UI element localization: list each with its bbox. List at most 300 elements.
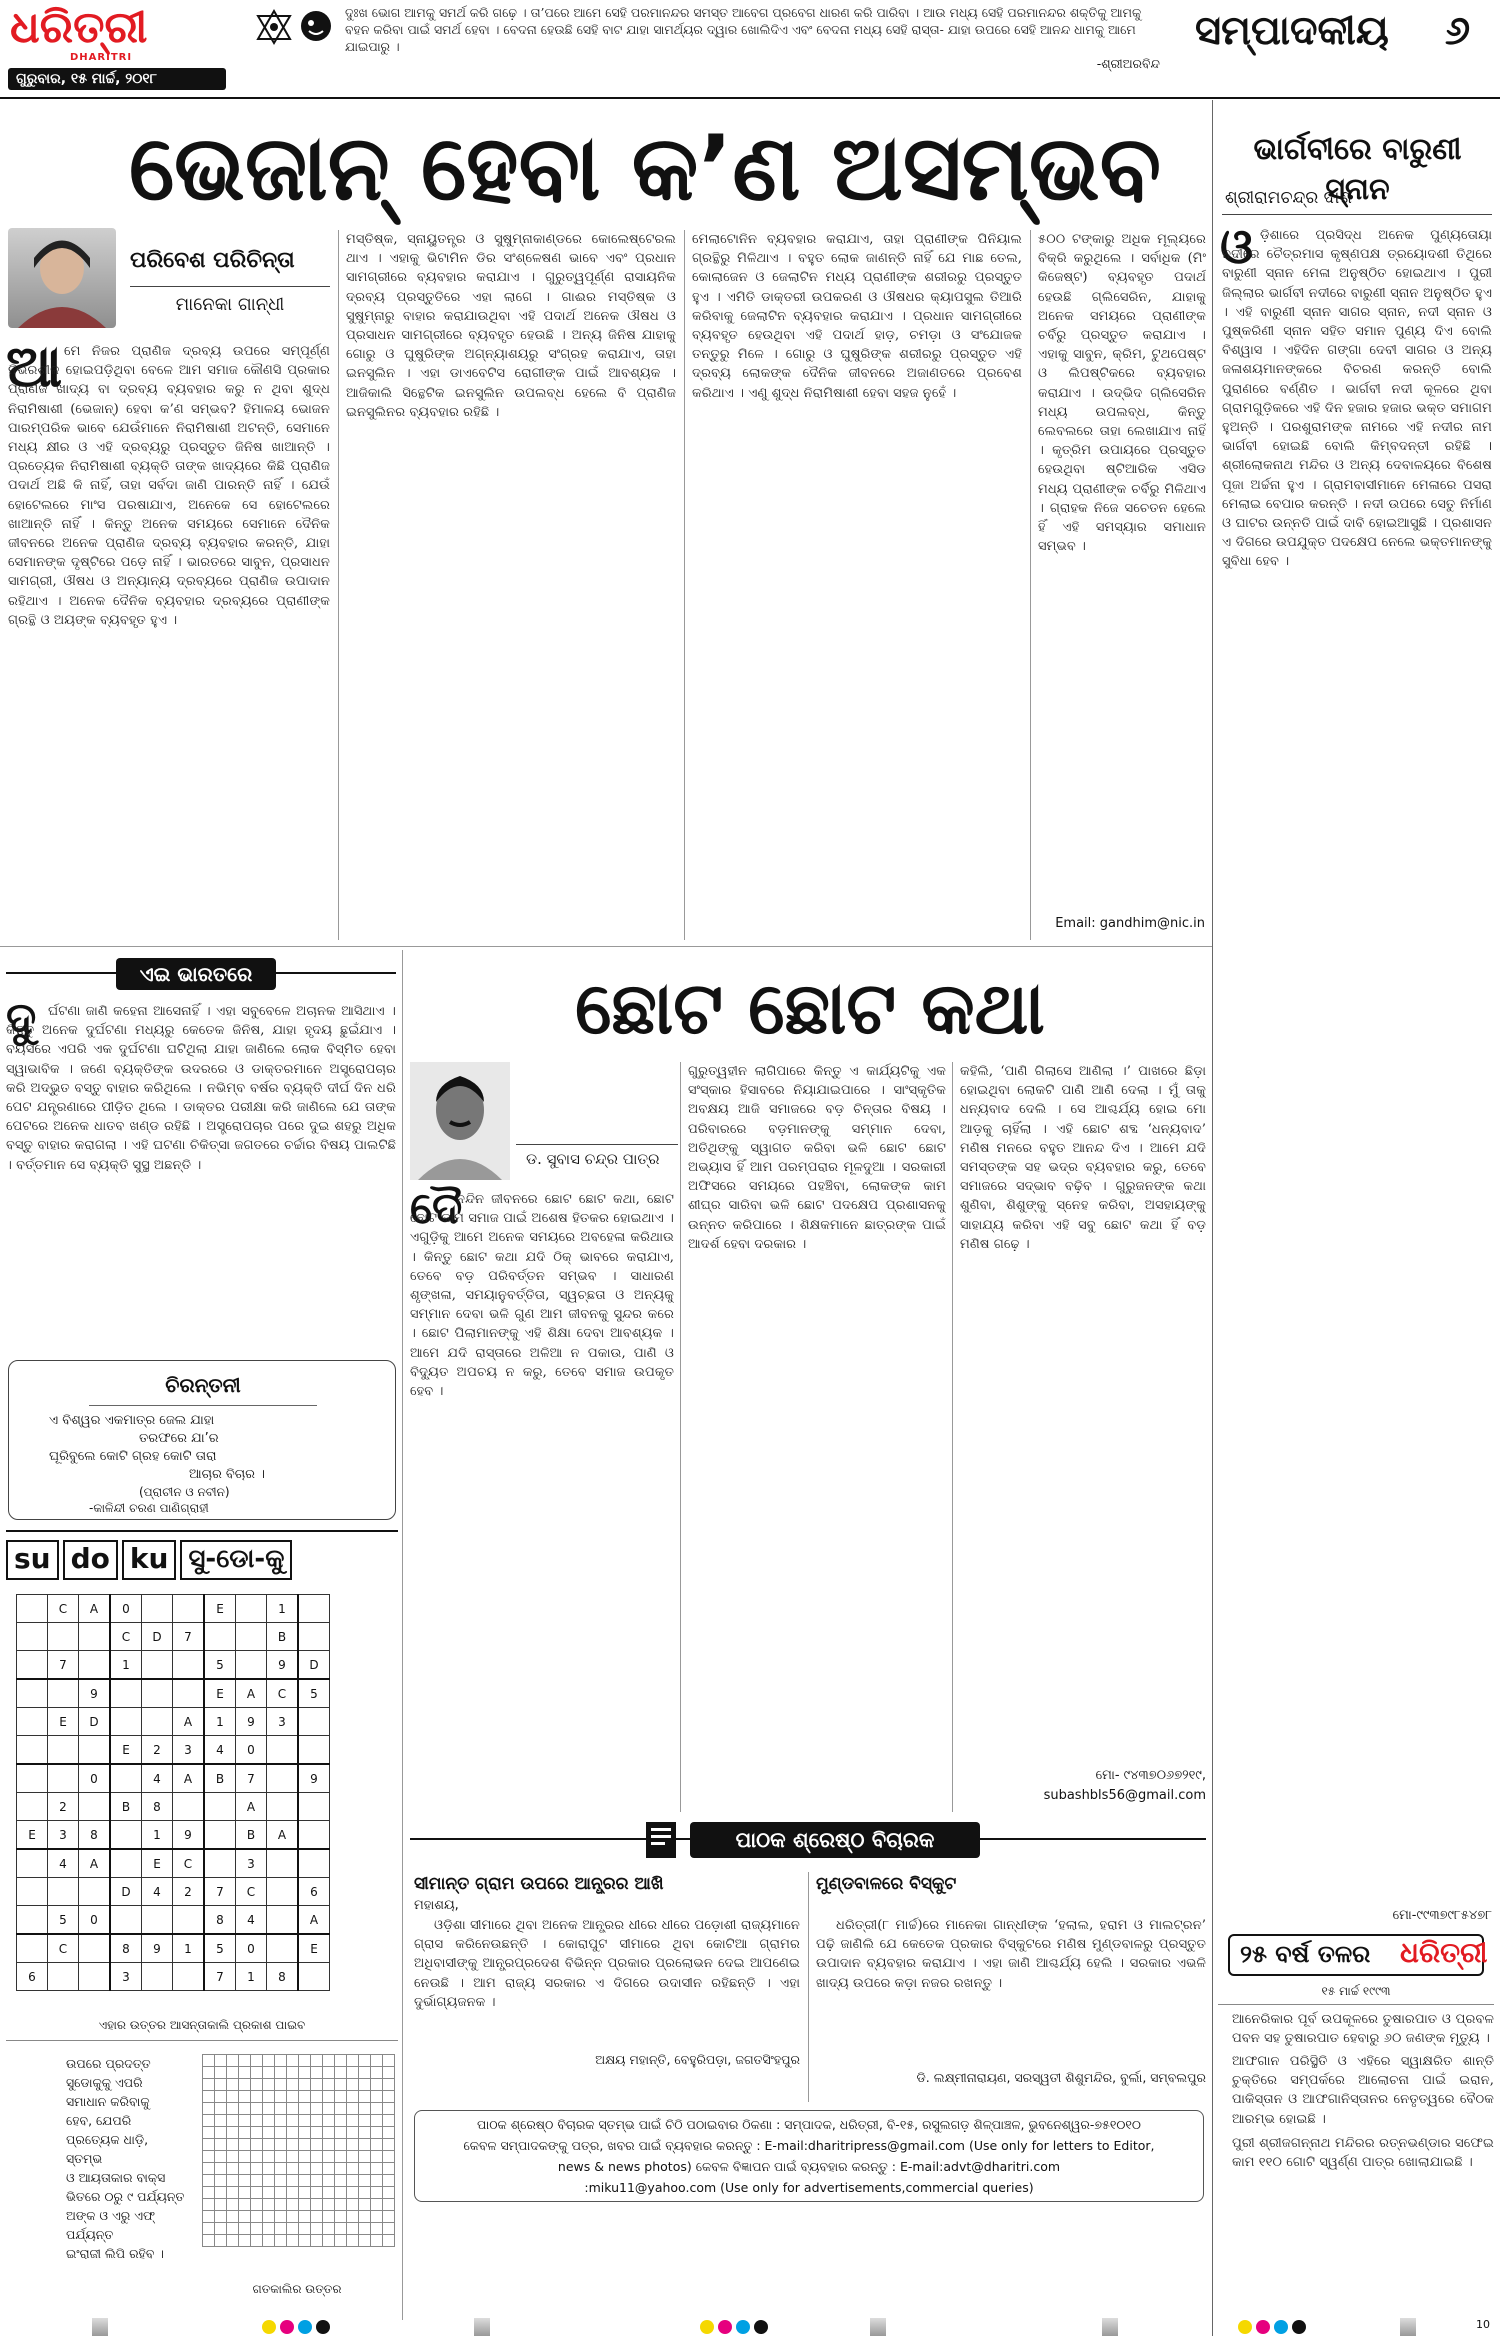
letters-footer-box bbox=[414, 2110, 1204, 2202]
right-feature-contact: ମୋ-୯୯୩୭୯୮୫୪୭୮ bbox=[1392, 1908, 1492, 1923]
twentyfive-rule bbox=[1218, 2004, 1494, 2005]
swatch-cyan-1 bbox=[298, 2320, 312, 2334]
twentyfive-item-1: ଆନେରିକାର ପୂର୍ବ ଉପକୂଳରେ ତୁଷାରପାତ ଓ ପ୍ରବଳ ପବନ ସହ ତୁଷାରପାତ ହେବାରୁ ୬୦ ଜଣଙ୍କ ମୃତ୍ୟୁ । bbox=[1232, 2012, 1494, 2047]
mini-cell bbox=[287, 2115, 299, 2127]
mini-cell bbox=[299, 2199, 311, 2211]
sudoku-cell: 3 bbox=[236, 1849, 267, 1878]
gray-bar-3 bbox=[870, 2318, 886, 2336]
mini-cell bbox=[311, 2127, 323, 2139]
mini-cell bbox=[299, 2235, 311, 2247]
sudoku-logo-su: su bbox=[6, 1540, 59, 1580]
lead-col-rule-2 bbox=[684, 230, 685, 940]
right-feature-dropcap: ଓ bbox=[1220, 219, 1254, 275]
sudoku-cell: D bbox=[298, 1651, 330, 1680]
sudoku-section bbox=[6, 1530, 398, 2320]
mini-cell bbox=[203, 2187, 215, 2199]
mini-cell bbox=[227, 2235, 239, 2247]
mini-cell bbox=[239, 2115, 251, 2127]
sudoku-cell bbox=[142, 1906, 173, 1935]
mini-cell bbox=[263, 2067, 275, 2079]
mini-cell bbox=[359, 2163, 371, 2175]
sudoku-cell: A bbox=[236, 1793, 267, 1821]
sudoku-cell: D bbox=[142, 1623, 173, 1651]
mini-cell bbox=[383, 2223, 395, 2235]
mini-cell bbox=[323, 2151, 335, 2163]
lead-dropcap: ଆ bbox=[6, 332, 63, 400]
mini-cell bbox=[359, 2235, 371, 2247]
sudoku-cell: 7 bbox=[204, 1878, 236, 1906]
sudoku-cell: 3 bbox=[48, 1821, 79, 1850]
sudoku-cell: A bbox=[79, 1595, 111, 1623]
swatch-cyan-3 bbox=[1274, 2320, 1288, 2334]
sudoku-cell bbox=[110, 1821, 142, 1850]
mini-cell bbox=[251, 2151, 263, 2163]
letters-title: ପାଠକ ଶ୍ରେଷ୍ଠ ବିଚାରକ bbox=[690, 1822, 980, 1858]
mini-cell bbox=[239, 2175, 251, 2187]
mini-cell bbox=[371, 2211, 383, 2223]
emblem-star-icon bbox=[255, 8, 293, 46]
mini-cell bbox=[299, 2163, 311, 2175]
sudoku-cell: C bbox=[236, 1878, 267, 1906]
mini-cell bbox=[347, 2067, 359, 2079]
mini-cell bbox=[359, 2139, 371, 2151]
mini-cell bbox=[359, 2067, 371, 2079]
sudoku-cell: 4 bbox=[142, 1764, 173, 1793]
sudoku-cell: 7 bbox=[236, 1764, 267, 1793]
twentyfive-item-2: ଆଫଗାନ ପରିସ୍ଥିତି ଓ ଏହିରେ ସ୍ୱାକ୍ଷରିତ ଶାନ୍ତି ଚୁକ୍ତିରେ ସମ୍ପର୍କରେ ଆଲୋଚନା ପାଇଁ ଇରାନ, ପାକିସ୍ତାନ ଓ ଆଫଗାନିସ୍ତାନର ନେତୃତ୍ୱରେ ବୈଠକ ଆରମ୍ଭ ହୋଇଛି । bbox=[1232, 2054, 1494, 2127]
mini-cell bbox=[299, 2223, 311, 2235]
swatch-black-2 bbox=[754, 2320, 768, 2334]
mini-cell bbox=[263, 2163, 275, 2175]
mini-cell bbox=[215, 2067, 227, 2079]
mini-cell bbox=[215, 2055, 227, 2067]
mini-cell bbox=[275, 2175, 287, 2187]
sudoku-cell: 2 bbox=[142, 1736, 173, 1765]
mini-cell bbox=[335, 2079, 347, 2091]
mini-cell bbox=[359, 2151, 371, 2163]
mini-cell bbox=[287, 2055, 299, 2067]
mini-cell bbox=[251, 2211, 263, 2223]
mini-cell bbox=[275, 2139, 287, 2151]
lead-headline: ଭେଜାନ୍ ହେବା କ’ଣ ଅସମ୍ଭବ bbox=[128, 116, 1162, 221]
twentyfive-years-box bbox=[1218, 1934, 1494, 2314]
mini-cell bbox=[335, 2055, 347, 2067]
sudoku-cell: E bbox=[48, 1708, 79, 1736]
mini-cell bbox=[335, 2223, 347, 2235]
mini-cell bbox=[251, 2127, 263, 2139]
mini-cell bbox=[299, 2127, 311, 2139]
mini-cell bbox=[335, 2211, 347, 2223]
mini-cell bbox=[275, 2151, 287, 2163]
lead-email: Email: gandhim@nic.in bbox=[1055, 916, 1205, 931]
mini-cell bbox=[299, 2139, 311, 2151]
sudoku-cell bbox=[142, 1708, 173, 1736]
sudoku-previous-answer-grid bbox=[202, 2054, 395, 2247]
masthead-rule bbox=[0, 97, 1500, 99]
mini-cell bbox=[323, 2091, 335, 2103]
sudoku-cell bbox=[236, 1623, 267, 1651]
mini-cell bbox=[323, 2103, 335, 2115]
sudoku-cell bbox=[236, 1595, 267, 1623]
sudoku-cell: 9 bbox=[142, 1934, 173, 1963]
sudoku-cell bbox=[17, 1595, 48, 1623]
twentyfive-title: ୨୫ ବର୍ଷ ତଳର bbox=[1240, 1940, 1371, 1968]
sudoku-cell: 1 bbox=[142, 1821, 173, 1850]
mini-cell bbox=[347, 2235, 359, 2247]
dharitri-logo-sub: DHARITRI bbox=[70, 52, 133, 63]
right-feature-body: ଡ଼ିଶାରେ ପ୍ରସିଦ୍ଧ ଅନେକ ପୁଣ୍ୟତୋୟା ନଦୀରେ ଚୈତ୍ରମାସ କୃଷ୍ଣପକ୍ଷ ତ୍ରୟୋଦଶୀ ତିଥିରେ ବାରୁଣୀ ସ୍ନାନ ମେଳା ଅନୁଷ୍ଠିତ ହୋଇଥାଏ । ପୁରୀ ଜିଲ୍ଲାର ଭାର୍ଗବୀ ନଦୀରେ ବାରୁଣୀ ସ୍ନାନ ଅନୁଷ୍ଠିତ ହୁଏ । ଏହି ବାରୁଣୀ ସ୍ନାନ ସାଗର ସ୍ନାନ, ନଦୀ ସ୍ନାନ ଓ ପୁଷ୍କରିଣୀ ସ୍ନାନ ସହିତ ସମାନ ପୁଣ୍ୟ ଦିଏ ବୋଲି ବିଶ୍ୱାସ । ଏହିଦିନ ଗଙ୍ଗା ଦେବୀ ସାଗର ଓ ଅନ୍ୟ ଜଳାଶୟମାନଙ୍କରେ ବିଚରଣ କରନ୍ତି ବୋଲି ପୁରାଣରେ ବର୍ଣ୍ଣିତ । ଭାର୍ଗବୀ ନଦୀ କୂଳରେ ଥିବା ଗ୍ରାମଗୁଡ଼ିକରେ ଏହି ଦିନ ହଜାର ହଜାର ଭକ୍ତ ସମାଗମ ହୁଅନ୍ତି । ପରଶୁରାମଙ୍କ ନାମରେ ଏହି ନଦୀର ନାମ ଭାର୍ଗବୀ ହୋଇଛି ବୋଲି କିମ୍ବଦନ୍ତୀ ରହିଛି । ଶ୍ରୀଲୋକନାଥ ମନ୍ଦିର ଓ ଅନ୍ୟ ଦେବାଳୟରେ ବିଶେଷ ପୂଜା ଅର୍ଚ୍ଚନା ହୁଏ । ଗ୍ରାମବାସୀମାନେ ମେଳାରେ ପସରା ମେଲାଇ ବେପାର କରନ୍ତି । ନଦୀ ଉପରେ ସେତୁ ନିର୍ମାଣ ଓ ଘାଟର ଉନ୍ନତି ପାଇଁ ଦାବି ହୋଇଆସୁଛି । ପ୍ରଶାସନ ଏ ଦିଗରେ ଉପଯୁକ୍ତ ପଦକ୍ଷେପ ନେଲେ ଭକ୍ତମାନଙ୍କୁ ସୁବିଧା ହେବ । bbox=[1222, 228, 1492, 570]
sudoku-cell: 5 bbox=[298, 1679, 330, 1708]
mini-cell bbox=[203, 2223, 215, 2235]
mini-cell bbox=[203, 2151, 215, 2163]
swatch-yellow-2 bbox=[700, 2320, 714, 2334]
mini-cell bbox=[359, 2091, 371, 2103]
mini-cell bbox=[347, 2115, 359, 2127]
sudoku-cell bbox=[17, 1849, 48, 1878]
mini-cell bbox=[347, 2211, 359, 2223]
mini-cell bbox=[311, 2079, 323, 2091]
sudoku-cell bbox=[79, 1736, 111, 1765]
swatch-yellow-1 bbox=[262, 2320, 276, 2334]
sudoku-cell bbox=[298, 1736, 330, 1765]
sudoku-cell: 9 bbox=[236, 1708, 267, 1736]
mini-cell bbox=[371, 2223, 383, 2235]
mini-cell bbox=[203, 2175, 215, 2187]
mini-cell bbox=[323, 2211, 335, 2223]
sudoku-instr-8: ଅଙ୍କ ଓ ଏରୁ ଏଫ୍ ପର୍ଯ୍ୟନ୍ତ bbox=[66, 2208, 156, 2242]
sudoku-cell: 9 bbox=[79, 1679, 111, 1708]
mini-cell bbox=[251, 2091, 263, 2103]
sudoku-cell: 1 bbox=[110, 1651, 142, 1680]
letters-footer-1: ପାଠକ ଶ୍ରେଷ୍ଠ ବିଚାରକ ସ୍ତମ୍ଭ ପାଇଁ ଚିଠି ପଠାଇବାର ଠିକଣା : ସମ୍ପାଦକ, ଧରିତ୍ରୀ, ବି-୧୫, ରସୁଲଗଡ଼ ଶିଳ୍ପାଞ୍ଚଳ, ଭୁବନେଶ୍ୱର-୭୫୧୦୧୦ bbox=[477, 2117, 1141, 2132]
ei-bharatare-dropcap: ଦୁ bbox=[6, 993, 37, 1044]
mini-cell bbox=[323, 2055, 335, 2067]
mini-cell bbox=[227, 2067, 239, 2079]
mini-cell bbox=[203, 2127, 215, 2139]
sudoku-cell: 0 bbox=[236, 1934, 267, 1963]
sudoku-cell: 7 bbox=[204, 1963, 236, 1991]
mini-cell bbox=[239, 2223, 251, 2235]
sudoku-cell: A bbox=[173, 1708, 205, 1736]
sudoku-instr-4: ହେବ, ଯେପରି bbox=[66, 2113, 132, 2128]
mini-cell bbox=[239, 2211, 251, 2223]
mini-cell bbox=[311, 2139, 323, 2151]
mini-cell bbox=[383, 2091, 395, 2103]
sudoku-cell bbox=[298, 1849, 330, 1878]
sudoku-cell bbox=[17, 1679, 48, 1708]
mini-cell bbox=[311, 2115, 323, 2127]
sudoku-cell bbox=[110, 1849, 142, 1878]
sudoku-cell: 6 bbox=[17, 1963, 48, 1991]
mini-cell bbox=[203, 2103, 215, 2115]
mini-cell bbox=[371, 2079, 383, 2091]
mini-cell bbox=[383, 2127, 395, 2139]
sudoku-cell: A bbox=[79, 1849, 111, 1878]
mini-cell bbox=[383, 2187, 395, 2199]
mini-cell bbox=[239, 2091, 251, 2103]
mini-cell bbox=[287, 2163, 299, 2175]
mini-cell bbox=[275, 2103, 287, 2115]
sudoku-instr-5: ପ୍ରତ୍ୟେକ ଧାଡ଼ି, ସ୍ତମ୍ଭ bbox=[66, 2132, 149, 2166]
mini-cell bbox=[299, 2211, 311, 2223]
sudoku-cell bbox=[142, 1595, 173, 1623]
mini-cell bbox=[383, 2079, 395, 2091]
sudoku-cell bbox=[48, 1878, 79, 1906]
mini-cell bbox=[299, 2079, 311, 2091]
sudoku-cell: 9 bbox=[267, 1651, 299, 1680]
sudoku-cell: 7 bbox=[173, 1623, 205, 1651]
sudoku-cell bbox=[298, 1821, 330, 1850]
swatch-magenta-1 bbox=[280, 2320, 294, 2334]
chirantani-line-3: ଘୂରିବୁଲେ କୋଟି ଗ୍ରହ କୋଟି ତାରା bbox=[49, 1449, 217, 1464]
sudoku-cell: D bbox=[79, 1708, 111, 1736]
mini-cell bbox=[359, 2223, 371, 2235]
mini-cell bbox=[287, 2199, 299, 2211]
mini-cell bbox=[275, 2079, 287, 2091]
lead-col-rule-3 bbox=[1030, 230, 1031, 940]
mini-cell bbox=[227, 2091, 239, 2103]
sudoku-cell: E bbox=[298, 1934, 330, 1963]
mini-cell bbox=[239, 2127, 251, 2139]
mini-cell bbox=[215, 2103, 227, 2115]
mini-cell bbox=[323, 2115, 335, 2127]
mini-cell bbox=[251, 2223, 263, 2235]
print-registration-strip bbox=[0, 2318, 1500, 2336]
mini-cell bbox=[263, 2127, 275, 2139]
mini-cell bbox=[335, 2235, 347, 2247]
sudoku-cell bbox=[204, 1793, 236, 1821]
mini-cell bbox=[239, 2067, 251, 2079]
sudoku-cell: A bbox=[236, 1679, 267, 1708]
page-number: 10 bbox=[1476, 2318, 1490, 2331]
mini-cell bbox=[239, 2163, 251, 2175]
mini-cell bbox=[227, 2187, 239, 2199]
mini-cell bbox=[383, 2163, 395, 2175]
mini-cell bbox=[371, 2175, 383, 2187]
sudoku-cell: 7 bbox=[48, 1651, 79, 1680]
twentyfive-header bbox=[1228, 1934, 1488, 1976]
mini-cell bbox=[371, 2067, 383, 2079]
sudoku-cell: 2 bbox=[48, 1793, 79, 1821]
mini-cell bbox=[263, 2151, 275, 2163]
sudoku-cell: E bbox=[204, 1679, 236, 1708]
sudoku-cell bbox=[267, 1736, 299, 1765]
chhota-column-3: କହିଲି, ‘ପାଣି ଗିଲାସେ ଆଣିଲା ।’ ପାଖରେ ଛିଡ଼ା ହୋଇଥିବା ଲୋକଟି ପାଣି ଆଣି ଦେଲା । ମୁଁ ତାକୁ ଧନ୍ୟବାଦ ଦେଲି । ସେ ଆଶ୍ଚର୍ଯ୍ୟ ହୋଇ ମୋ ଆଡ଼କୁ ଚାହିଁଲା । ଏହି ଛୋଟ ଶବ୍ଦ ‘ଧନ୍ୟବାଦ’ ମଣିଷ ମନରେ ବହୁତ ଆନନ୍ଦ ଦିଏ । ଆମେ ଯଦି ସମସ୍ତଙ୍କ ସହ ଭଦ୍ର ବ୍ୟବହାର କରୁ, ତେବେ ସମାଜରେ ସଦ୍ଭାବ ବଢ଼ିବ । ଗୁରୁଜନଙ୍କ କଥା ଶୁଣିବା, ଶିଶୁଙ୍କୁ ସ୍ନେହ କରିବା, ଅସହାୟଙ୍କୁ ସାହାଯ୍ୟ କରିବା ଏହି ସବୁ ଛୋଟ କଥା ହିଁ ବଡ଼ ମଣିଷ ଗଢ଼େ । bbox=[960, 1064, 1206, 1252]
mini-cell bbox=[359, 2187, 371, 2199]
mini-cell bbox=[311, 2235, 323, 2247]
mini-cell bbox=[227, 2055, 239, 2067]
letter-1-title: ସୀମାନ୍ତ ଗ୍ରାମ ଉପରେ ଆନ୍ଧ୍ରର ଆଖି bbox=[414, 1874, 664, 1894]
mini-cell bbox=[215, 2187, 227, 2199]
sudoku-cell: 8 bbox=[267, 1963, 299, 1991]
letter-1 bbox=[414, 1872, 800, 2102]
mini-cell bbox=[323, 2187, 335, 2199]
mini-cell bbox=[239, 2055, 251, 2067]
mini-cell bbox=[311, 2151, 323, 2163]
mini-cell bbox=[383, 2067, 395, 2079]
mini-cell bbox=[215, 2091, 227, 2103]
sudoku-cell bbox=[173, 1651, 205, 1680]
ei-bharatare-body: ର୍ଘଟଣା ଜାଣି କହେନା ଆସେନାହିଁ । ଏହା ସବୁବେଳେ ଅଚାନକ ଆସିଥାଏ । କିନ୍ତୁ ଅନେକ ଦୁର୍ଘଟଣା ମଧ୍ୟରୁ କେତେକ ଜିନିଷ, ଯାହା ହୃଦୟ ଛୁଇଁଯାଏ । ବୟସରେ ଏପରି ଏକ ଦୁର୍ଘଟଣା ଘଟିଥିଲା ଯାହା ଜାଣିଲେ ଲୋକ ବିସ୍ମିତ ହେବା ସ୍ୱାଭାବିକ । ଜଣେ ବ୍ୟକ୍ତିଙ୍କ ଉଦରରେ ଓ ଡାକ୍ତରମାନେ ଅସ୍ତ୍ରୋପଚାର କରି ଅଦ୍ଭୁତ ବସ୍ତୁ ବାହାର କରିଥିଲେ । ନଭିମ୍ବ ବର୍ଷର ବ୍ୟକ୍ତି ଦୀର୍ଘ ଦିନ ଧରି ପେଟ ଯନ୍ତ୍ରଣାରେ ପୀଡ଼ିତ ଥିଲେ । ଡାକ୍ତର ପରୀକ୍ଷା କରି ଜାଣିଲେ ଯେ ତାଙ୍କ ପେଟରେ ଅନେକ ଧାତବ ଖଣ୍ଡ ରହିଛି । ଅସ୍ତ୍ରୋପଚାର ପରେ ଦୁଇ ଶହରୁ ଅଧିକ ବସ୍ତୁ ବାହାର କରାଗଲା । ଏହି ଘଟଣା ଚିକିତ୍ସା ଜଗତରେ ଚର୍ଚ୍ଚାର ବିଷୟ ପାଲଟିଛି । ବର୍ତ୍ତମାନ ସେ ବ୍ୟକ୍ତି ସୁସ୍ଥ ଅଛନ୍ତି । bbox=[6, 1004, 396, 1173]
mini-cell bbox=[323, 2139, 335, 2151]
sudoku-cell: 8 bbox=[204, 1906, 236, 1935]
lead-author: ମାନେକା ଗାନ୍ଧୀ bbox=[175, 294, 285, 315]
gray-bar-4 bbox=[1102, 2318, 1118, 2336]
sudoku-cell bbox=[173, 1963, 205, 1991]
chirantani-line-5: (ପ୍ରାଚୀନ ଓ ନବୀନ) bbox=[139, 1485, 230, 1499]
mini-cell bbox=[263, 2139, 275, 2151]
mini-cell bbox=[311, 2175, 323, 2187]
sudoku-cell bbox=[267, 1934, 299, 1963]
gray-bar-1 bbox=[92, 2318, 108, 2336]
letter-2-body: ଧରିତ୍ରୀ(୮ ମାର୍ଚ୍ଚ)ରେ ମାନେକା ଗାନ୍ଧୀଙ୍କ ‘ହଲାଲ, ହରାମ ଓ ମାଲଟ୍ରନ’ ପଢ଼ି ଜାଣିଲି ଯେ କେତେକ ପ୍ରକାର ବିସ୍କୁଟରେ ମଣିଷ ମୁଣ୍ଡବାଳରୁ ପ୍ରସ୍ତୁତ ଉପାଦାନ ବ୍ୟବହାର କରାଯାଏ । ଏହା ଜାଣି ଆଶ୍ଚର୍ଯ୍ୟ ହେଲି । ସରକାର ଏଭଳି ଖାଦ୍ୟ ଉପରେ କଡ଼ା ନଜର ରଖନ୍ତୁ । bbox=[816, 1918, 1206, 1991]
mini-cell bbox=[347, 2163, 359, 2175]
mini-cell bbox=[275, 2199, 287, 2211]
mini-cell bbox=[371, 2199, 383, 2211]
chhota-author-photo bbox=[410, 1062, 510, 1180]
sudoku-cell: 4 bbox=[204, 1736, 236, 1765]
sudoku-cell bbox=[17, 1708, 48, 1736]
sudoku-cell bbox=[79, 1878, 111, 1906]
sudoku-cell bbox=[17, 1764, 48, 1793]
emblem-face-icon bbox=[300, 10, 332, 42]
sudoku-instr-9: ଇଂରାଜୀ ଲିପି ରହିବ । bbox=[66, 2246, 164, 2261]
right-feature-headline: ଭାର୍ଗବୀରେ ବାରୁଣୀ ସ୍ନାନ bbox=[1253, 132, 1462, 207]
sudoku-cell bbox=[298, 1623, 330, 1651]
chhota-author: ଡ. ସୁବାସ ଚନ୍ଦ୍ର ପାତ୍ର bbox=[526, 1150, 660, 1168]
sudoku-cell bbox=[298, 1595, 330, 1623]
right-column-rule bbox=[1212, 100, 1213, 2336]
mini-cell bbox=[287, 2223, 299, 2235]
mini-cell bbox=[371, 2091, 383, 2103]
mini-cell bbox=[335, 2103, 347, 2115]
mini-cell bbox=[263, 2223, 275, 2235]
mini-cell bbox=[323, 2223, 335, 2235]
sudoku-cell: 9 bbox=[298, 1764, 330, 1793]
letter-2-signoff: ଡି. ଲକ୍ଷ୍ମୀନାରାୟଣ, ସରସ୍ୱତୀ ଶିଶୁମନ୍ଦିର, ବୁର୍ଲା, ସମ୍ବଲପୁର bbox=[916, 2070, 1206, 2085]
sudoku-cell bbox=[110, 1708, 142, 1736]
mini-cell bbox=[311, 2067, 323, 2079]
mini-cell bbox=[287, 2151, 299, 2163]
mini-cell bbox=[383, 2115, 395, 2127]
mini-cell bbox=[335, 2139, 347, 2151]
mini-cell bbox=[203, 2211, 215, 2223]
mini-cell bbox=[347, 2223, 359, 2235]
sudoku-cell bbox=[204, 1623, 236, 1651]
mini-cell bbox=[287, 2103, 299, 2115]
sudoku-cell bbox=[267, 1906, 299, 1935]
mini-cell bbox=[251, 2055, 263, 2067]
mini-cell bbox=[251, 2115, 263, 2127]
mini-cell bbox=[227, 2079, 239, 2091]
sudoku-cell: 5 bbox=[204, 1651, 236, 1680]
mini-cell bbox=[215, 2211, 227, 2223]
sudoku-cell: 8 bbox=[110, 1934, 142, 1963]
sudoku-cell bbox=[48, 1963, 79, 1991]
mini-cell bbox=[215, 2115, 227, 2127]
sudoku-mid-rule bbox=[6, 2040, 398, 2041]
mini-cell bbox=[227, 2151, 239, 2163]
gray-bar-2 bbox=[474, 2318, 490, 2336]
mini-cell bbox=[203, 2055, 215, 2067]
sudoku-logo bbox=[6, 1540, 292, 1580]
mini-cell bbox=[359, 2127, 371, 2139]
mini-cell bbox=[251, 2199, 263, 2211]
sudoku-cell bbox=[17, 1793, 48, 1821]
sudoku-cell bbox=[79, 1793, 111, 1821]
sudoku-logo-odia: ସୁ-ଡୋ-କୁ bbox=[180, 1540, 292, 1580]
mini-cell bbox=[263, 2211, 275, 2223]
mini-cell bbox=[203, 2079, 215, 2091]
mini-cell bbox=[239, 2103, 251, 2115]
chhota-author-rule bbox=[516, 1144, 678, 1145]
mini-cell bbox=[227, 2103, 239, 2115]
sudoku-cell bbox=[110, 1906, 142, 1935]
mini-cell bbox=[287, 2139, 299, 2151]
sudoku-cell: 5 bbox=[48, 1906, 79, 1935]
chhota-contact: ମୋ- ୯୪୩୭୦୬୭୨୧୯, bbox=[1095, 1768, 1206, 1783]
mini-cell bbox=[347, 2199, 359, 2211]
sudoku-cell: 2 bbox=[173, 1878, 205, 1906]
sudoku-cell: 3 bbox=[267, 1708, 299, 1736]
sudoku-cell: A bbox=[298, 1906, 330, 1935]
chirantani-line-1: ଏ ବିଶ୍ୱର ଏକମାତ୍ର ଜେଲ ଯାହା bbox=[49, 1413, 215, 1428]
mini-cell bbox=[323, 2199, 335, 2211]
mini-cell bbox=[335, 2127, 347, 2139]
mini-cell bbox=[227, 2211, 239, 2223]
letter-1-signoff: ଅକ୍ଷୟ ମହାନ୍ତି, ବେହୁରିପଡ଼ା, ଜଗତସିଂହପୁର bbox=[595, 2052, 800, 2067]
sudoku-cell bbox=[236, 1651, 267, 1680]
mini-cell bbox=[227, 2139, 239, 2151]
left-column-rule bbox=[402, 950, 403, 2320]
mini-cell bbox=[275, 2115, 287, 2127]
sudoku-cell bbox=[48, 1679, 79, 1708]
mini-cell bbox=[215, 2175, 227, 2187]
mini-cell bbox=[275, 2223, 287, 2235]
mini-cell bbox=[371, 2187, 383, 2199]
mini-cell bbox=[239, 2079, 251, 2091]
lead-column-3: ମେଲାଟୋନିନ ବ୍ୟବହାର କରାଯାଏ, ତାହା ପ୍ରାଣୀଙ୍କ ପିନିୟାଲ ଗ୍ରନ୍ଥିରୁ ମିଳିଥାଏ । ବହୁତ ଲୋକ ଜାଣନ୍ତି ନାହିଁ ଯେ ମାଛ ତେଲ, କୋଲାଜେନ ଓ ଜେଲାଟିନ ମଧ୍ୟ ପ୍ରାଣୀଙ୍କ ଶରୀରରୁ ପ୍ରସ୍ତୁତ ହୁଏ । ଏମିତି ଡାକ୍ତରୀ ଉପକରଣ ଓ ଔଷଧର କ୍ୟାପସୁଲ ତିଆରି କରିବାକୁ ଜେଲାଟିନ ବ୍ୟବହାର କରାଯାଏ । ପ୍ରଧାନ ସାମଗ୍ରୀରେ ବ୍ୟବହୃତ ହେଉଥିବା ଏହି ପଦାର୍ଥ ହାଡ଼, ଚମଡ଼ା ଓ ସଂଯୋଜକ ତନ୍ତୁରୁ ମିଳେ । ଗୋରୁ ଓ ଘୁଷୁରିଙ୍କ ଶରୀରରୁ ପ୍ରସ୍ତୁତ ଏହି ଦ୍ରବ୍ୟ ଲୋକଙ୍କ ଦୈନିକ ଜୀବନରେ ଅଜାଣତରେ ପ୍ରବେଶ କରିଥାଏ । ଏଣୁ ଶୁଦ୍ଧ ନିରାମିଷାଶୀ ହେବା ସହଜ ନୁହେଁ । bbox=[692, 232, 1022, 401]
sudoku-cell: E bbox=[110, 1736, 142, 1765]
sudoku-cell bbox=[298, 1963, 330, 1991]
sudoku-cell: 0 bbox=[79, 1906, 111, 1935]
sudoku-cell: 1 bbox=[236, 1963, 267, 1991]
sudoku-cell: A bbox=[173, 1764, 205, 1793]
mini-cell bbox=[287, 2187, 299, 2199]
mini-cell bbox=[311, 2091, 323, 2103]
sudoku-cell bbox=[267, 1793, 299, 1821]
mini-cell bbox=[251, 2175, 263, 2187]
mini-cell bbox=[227, 2223, 239, 2235]
sudoku-cell bbox=[267, 1849, 299, 1878]
mini-cell bbox=[371, 2115, 383, 2127]
sudoku-instr-2: ସୁଡୋକୁକୁ ଏପରି bbox=[66, 2075, 143, 2090]
mini-cell bbox=[335, 2091, 347, 2103]
sudoku-cell: 0 bbox=[79, 1764, 111, 1793]
mini-cell bbox=[299, 2151, 311, 2163]
mini-cell bbox=[227, 2199, 239, 2211]
mini-cell bbox=[335, 2199, 347, 2211]
letters-footer-3: news & news photos) କେବଳ ବିଜ୍ଞାପନ ପାଇଁ ବ୍ୟବହାର କରନ୍ତୁ : E-mail:advt@dharitri.com bbox=[557, 2159, 1061, 2174]
mini-cell bbox=[371, 2103, 383, 2115]
author-photo bbox=[8, 228, 116, 328]
sudoku-cell: 4 bbox=[236, 1906, 267, 1935]
twentyfive-logo: ଧରିତ୍ରୀ bbox=[1400, 1936, 1488, 1969]
mini-cell bbox=[347, 2187, 359, 2199]
lead-column-1: ମେ ନିଜର ପ୍ରାଣିଜ ଦ୍ରବ୍ୟ ଉପରେ ସମ୍ପୂର୍ଣ୍ଣ ନିର୍ଭରଶୀଳ ହୋଇପଡ଼ିଥିବା ବେଳେ ଆମ ସମାଜ କୌଣସି ପ୍ରକାର ପ୍ରାଣିଜ ଖାଦ୍ୟ ବା ଦ୍ରବ୍ୟ ବ୍ୟବହାର କରୁ ନ ଥିବା ଶୁଦ୍ଧ ନିରାମିଷାଶୀ (ଭେଜାନ୍) ହେବା କ’ଣ ସମ୍ଭବ? ହିମାଳୟ ଭୋଜନ ପାରମ୍ପରିକ ଭାବେ ଯେଉଁମାନେ ନିରାମିଷାଶୀ ଅଟନ୍ତି, ସେମାନେ ମଧ୍ୟ କ୍ଷୀର ଓ ଏହି ଦ୍ରବ୍ୟରୁ ପ୍ରସ୍ତୁତ ଜିନିଷ ଖାଆନ୍ତି । ପ୍ରତ୍ୟେକ ନିରାମିଷାଶୀ ବ୍ୟକ୍ତି ତାଙ୍କ ଖାଦ୍ୟରେ କିଛି ପ୍ରାଣିଜ ପଦାର୍ଥ ଅଛି କି ନାହିଁ, ତାହା ସର୍ବଦା ଜାଣି ପାରନ୍ତି ନାହିଁ । ଯେଉଁ ହୋଟେଲରେ ମାଂସ ପରଷାଯାଏ, ଅନେକେ ସେ ହୋଟେଲରେ ଖାଆନ୍ତି ନାହିଁ । କିନ୍ତୁ ଅନେକ ସମୟରେ ସେମାନେ ଦୈନିକ ଜୀବନରେ ଅନେକ ପ୍ରାଣିଜ ଦ୍ରବ୍ୟ ବ୍ୟବହାର କରନ୍ତି, ଯାହା ସେମାନଙ୍କ ଦୃଷ୍ଟିରେ ପଡ଼େ ନାହିଁ । ଭାରତରେ ସାବୁନ, ପ୍ରସାଧନ ସାମଗ୍ରୀ, ଔଷଧ ଓ ଅନ୍ୟାନ୍ୟ ଦ୍ରବ୍ୟରେ ପ୍ରାଣିଜ ଉପାଦାନ ରହିଥାଏ । ଅନେକ ଦୈନିକ ବ୍ୟବହାର ଦ୍ରବ୍ୟରେ ପ୍ରାଣୀଙ୍କ ଗ୍ରନ୍ଥି ଓ ଅୟଙ୍କ ବ୍ୟବହୃତ ହୁଏ । bbox=[8, 344, 330, 628]
chhota-dropcap: ଦୈ bbox=[410, 1183, 463, 1234]
mini-cell bbox=[359, 2055, 371, 2067]
